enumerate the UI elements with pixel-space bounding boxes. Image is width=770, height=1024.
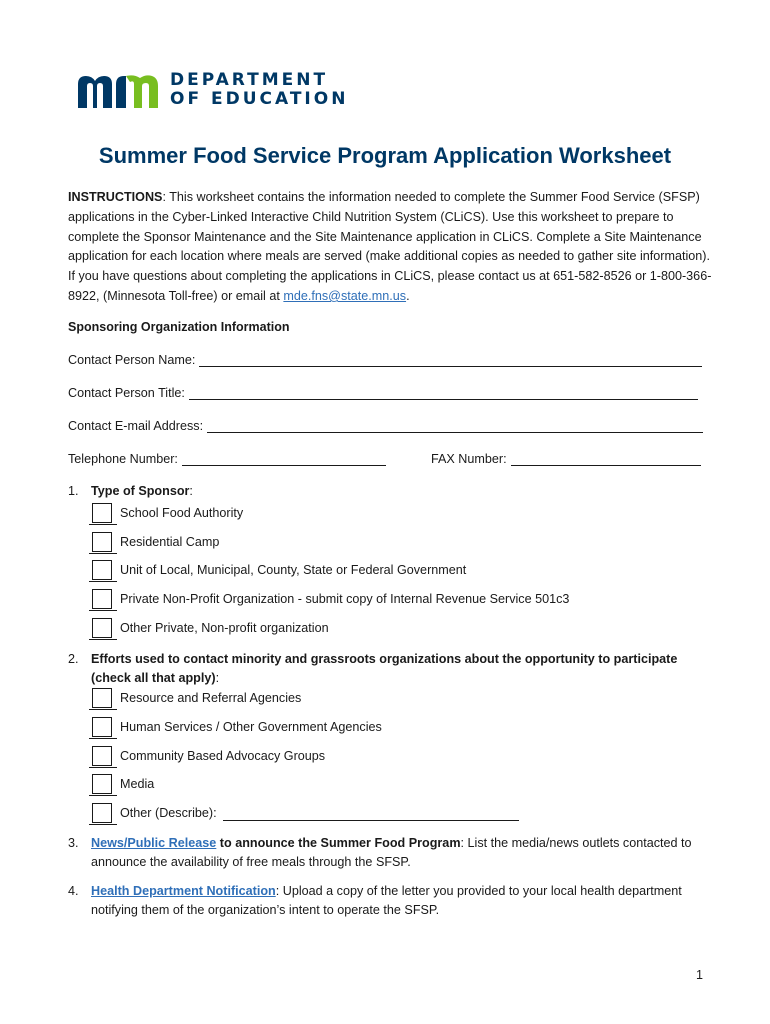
logo-text-line1: DEPARTMENT (170, 70, 329, 90)
option-label: Unit of Local, Municipal, County, State or Federal Government (120, 563, 467, 577)
q2-option[interactable] (92, 717, 382, 737)
q1-option[interactable] (92, 589, 569, 609)
q1-option[interactable] (92, 618, 329, 638)
instructions-end: . (406, 288, 410, 303)
contact-name-field (68, 352, 702, 367)
contact-email-label: Contact E-mail Address: (68, 419, 204, 433)
checkbox[interactable] (92, 688, 112, 708)
option-label: Residential Camp (120, 535, 220, 549)
telephone-input-line[interactable] (182, 451, 386, 466)
option-label: School Food Authority (120, 506, 244, 520)
option-label: Community Based Advocacy Groups (120, 749, 326, 763)
option-label: Other (Describe): (120, 806, 217, 820)
page-number: 1 (696, 968, 704, 982)
q2-option[interactable] (92, 803, 519, 823)
q3-text: : List the media/news outlets contacted to announce the availability of free meals through the SFSP. (91, 836, 692, 869)
mn-logo-mark-icon (76, 70, 160, 110)
checkbox[interactable] (92, 803, 112, 823)
q1-number: 1. (68, 484, 79, 498)
fax-label: FAX Number: (431, 452, 507, 466)
instructions-paragraph (68, 188, 716, 307)
q3-number: 3. (68, 836, 79, 850)
instructions-label: INSTRUCTIONS (68, 190, 163, 204)
fax-input-line[interactable] (511, 451, 701, 466)
q1-option[interactable] (92, 532, 219, 552)
checkbox[interactable] (92, 560, 112, 580)
question-3 (68, 834, 708, 872)
question-2 (68, 650, 708, 688)
contact-title-input-line[interactable] (189, 385, 698, 400)
q2-option[interactable] (92, 746, 325, 766)
checkbox[interactable] (92, 746, 112, 766)
q1-label: Type of Sponsor (91, 484, 190, 498)
contact-name-input-line[interactable] (199, 352, 702, 367)
logo-text-line2: OF EDUCATION (170, 89, 349, 109)
checkbox[interactable] (92, 774, 112, 794)
q3-bold: to announce the Summer Food Program (216, 836, 461, 850)
mde-logo (76, 70, 348, 110)
q1-colon: : (189, 484, 193, 498)
option-label: Resource and Referral Agencies (120, 691, 302, 705)
question-4 (68, 882, 708, 920)
contact-title-field (68, 385, 698, 400)
checkbox[interactable] (92, 717, 112, 737)
logo-text (170, 71, 348, 109)
telephone-field (68, 451, 386, 466)
fax-field (431, 451, 701, 466)
q2-label: Efforts used to contact minority and grassroots organizations about the opportunity to participate (check all that apply) (91, 652, 678, 685)
checkbox[interactable] (92, 503, 112, 523)
instructions-text: : This worksheet contains the information needed to complete the Summer Food Service (SFSP) applications in the Cyber-Linked Interactive Child Nutrition System (CLiCS). Use this worksheet to prepare to complete the Sponsor Maintenance and the Site Maintenance application in CLiCS. Complete a Site Maintenance application for each location where meals are served (make additional copies as needed to gather site information). If you have questions about completing the applications in CLiCS, please contact us at 651-582-8526 or 1-800-366-8922, (Minnesota Toll-free) or email at (68, 190, 712, 303)
q4-text: : Upload a copy of the letter you provided to your local health department notifying them of the organization’s intent to operate the SFSP. (91, 884, 682, 917)
health-department-notification-link[interactable]: Health Department Notification (91, 884, 276, 898)
q4-number: 4. (68, 884, 79, 898)
page-title: Summer Food Service Program Application Worksheet (98, 143, 672, 168)
option-label: Private Non-Profit Organization - submit copy of Internal Revenue Service 501c3 (120, 592, 570, 606)
option-label: Media (120, 777, 155, 791)
email-link[interactable]: mde.fns@state.mn.us (283, 288, 407, 303)
telephone-label: Telephone Number: (68, 452, 178, 466)
q2-colon: : (215, 671, 220, 685)
contact-email-field (68, 418, 703, 433)
checkbox[interactable] (92, 589, 112, 609)
option-label: Human Services / Other Government Agencies (120, 720, 382, 734)
question-1 (68, 482, 708, 501)
contact-email-input-line[interactable] (207, 418, 703, 433)
other-describe-input-line[interactable] (223, 806, 519, 821)
contact-title-label: Contact Person Title: (68, 386, 185, 400)
q1-option[interactable] (92, 560, 466, 580)
checkbox[interactable] (92, 532, 112, 552)
news-public-release-link[interactable]: News/Public Release (91, 836, 217, 850)
q1-option[interactable] (92, 503, 243, 523)
q2-option[interactable] (92, 688, 301, 708)
q2-option[interactable] (92, 774, 154, 794)
q2-number: 2. (68, 652, 79, 666)
contact-name-label: Contact Person Name: (68, 353, 196, 367)
option-label: Other Private, Non-profit organization (120, 621, 329, 635)
checkbox[interactable] (92, 618, 112, 638)
sponsoring-heading: Sponsoring Organization Information (68, 320, 290, 334)
